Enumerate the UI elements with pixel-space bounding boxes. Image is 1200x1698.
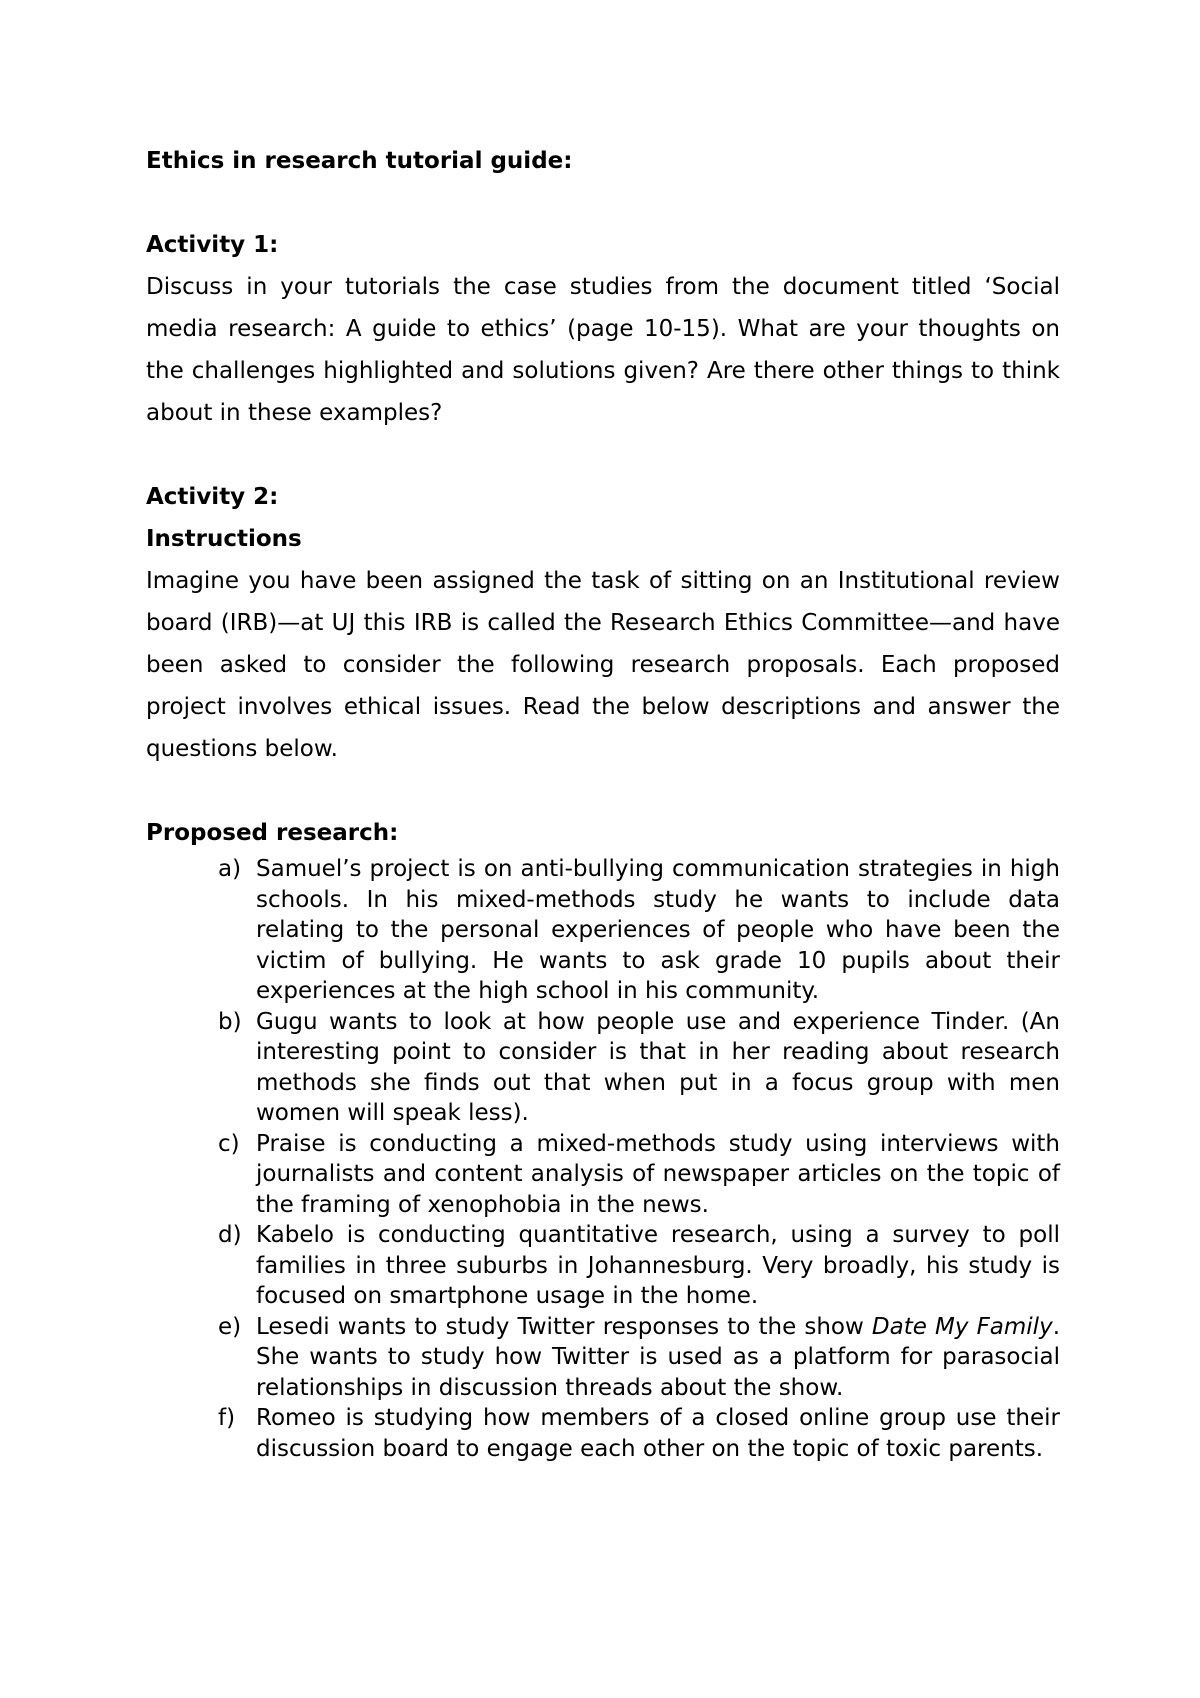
list-marker: a) [218,856,242,882]
spacer [146,434,1060,476]
list-item-text: Gugu wants to look at how people use and experience Tinder. (An interesting point to consider is that in her reading about research methods she finds out that when put in a focus group with men women will speak less). [256,1008,1060,1126]
list-item [146,854,1060,1007]
list-marker: c) [218,1130,240,1157]
list-item-text: Samuel’s project is on anti-bullying communication strategies in high schools. In his mixed-methods study he wants to include data relating to the personal experiences of people who have been the victim of bullying. He wants to ask grade 10 pupils about their experiences at the high school in his community. [256,856,1060,1004]
activity-2-heading: Activity 2: [146,484,279,510]
list-marker: d) [218,1222,242,1248]
list-item-text-before: Lesedi wants to study Twitter responses to the show [256,1313,872,1340]
list-item [146,1403,1060,1464]
list-marker: b) [218,1008,242,1035]
list-item-text: Kabelo is conducting quantitative research, using a survey to poll families in three suburbs in Johannesburg. Very broadly, his study is focused on smartphone usage in the home. [256,1222,1060,1309]
list-item-text: Romeo is studying how members of a closed online group use their discussion board to engage each other on the topic of toxic parents. [256,1405,1060,1462]
list-item-text-after: . She wants to study how Twitter is used as a platform for parasocial relationships in discussion threads about the show. [256,1313,1060,1401]
list-item-text: Praise is conducting a mixed-methods study using interviews with journalists and content analysis of newspaper articles on the topic of the framing of xenophobia in the news. [256,1130,1060,1218]
list-marker: f) [218,1405,236,1431]
document-title: Ethics in research tutorial guide: [146,148,573,174]
show-title: Date My Family [871,1313,1053,1340]
list-item [146,1220,1060,1312]
proposed-research-heading: Proposed research: [146,820,399,846]
proposed-research-list [146,854,1060,1464]
list-marker: e) [218,1313,242,1340]
list-item [146,1007,1060,1129]
spacer [146,182,1060,224]
document-body [146,140,1060,1464]
list-item [146,1312,1060,1404]
activity-2-body: Imagine you have been assigned the task of sitting on an Institutional review board (IRB)—at UJ this IRB is called the Research Ethics Committee—and have been asked to consider the following research proposals. Each proposed project involves ethical issues. Read the below descriptions and answer the questions below. [146,568,1060,762]
activity-1-body: Discuss in your tutorials the case studies from the document titled ‘Social media research: A guide to ethics’ (page 10-15). What are your thoughts on the challenges highlighted and solutions given? Are there other things to think about in these examples? [146,274,1060,426]
list-item [146,1129,1060,1221]
instructions-heading: Instructions [146,526,302,552]
activity-1-heading: Activity 1: [146,232,279,258]
spacer [146,770,1060,812]
